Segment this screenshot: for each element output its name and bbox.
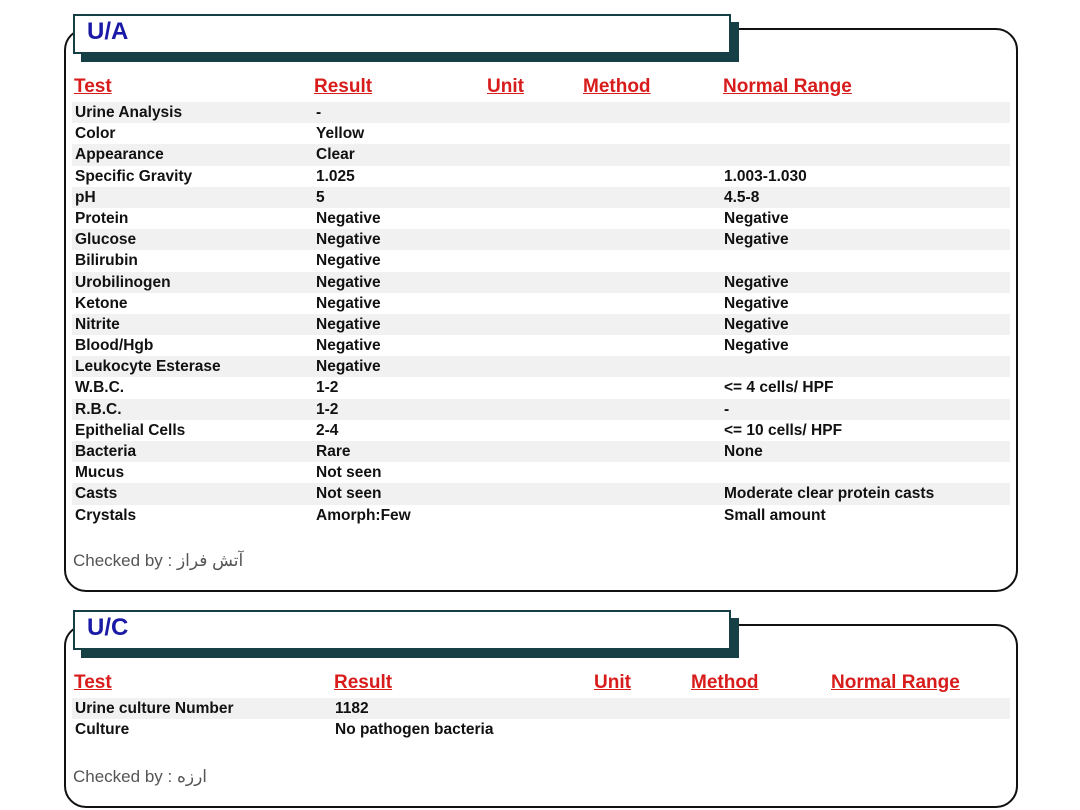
cell-test: Bilirubin [75, 252, 138, 270]
cell-result: - [316, 104, 322, 121]
table-row [72, 356, 1010, 377]
ua-title-tab [73, 14, 731, 54]
cell-normal-range: Negative [724, 315, 789, 333]
cell-result: Negative [316, 358, 381, 376]
ua-section-title: U/A [87, 18, 129, 45]
table-row [72, 208, 1010, 229]
cell-test: Urine Analysis [75, 104, 183, 121]
table-row [72, 719, 1010, 740]
cell-result: Negative [316, 337, 381, 355]
cell-result: Rare [316, 443, 351, 460]
table-row [72, 250, 1010, 271]
uc-header-normal-range: Normal Range [831, 672, 960, 693]
table-row [72, 314, 1010, 335]
uc-checked-by: Checked by : ارزه [73, 767, 208, 786]
cell-test: Bacteria [75, 443, 137, 460]
table-row [72, 698, 1010, 719]
cell-test: Casts [75, 485, 118, 503]
cell-test: Urobilinogen [75, 273, 171, 291]
cell-test: Color [75, 125, 116, 143]
table-row [72, 441, 1010, 462]
cell-normal-range: <= 10 cells/ HPF [724, 421, 843, 439]
uc-section-title: U/C [87, 614, 129, 641]
cell-result: 2-4 [316, 421, 339, 439]
uc-header-unit: Unit [594, 672, 631, 693]
ua-header-result: Result [314, 76, 373, 97]
ua-header-test: Test [74, 76, 112, 97]
cell-result: No pathogen bacteria [335, 721, 494, 739]
table-row [72, 335, 1010, 356]
cell-result: Yellow [316, 125, 365, 143]
cell-normal-range: - [724, 400, 730, 418]
table-row [72, 123, 1010, 144]
cell-test: Blood/Hgb [75, 337, 154, 355]
table-row [72, 420, 1010, 441]
table-row [72, 377, 1010, 398]
cell-result: Clear [316, 146, 355, 164]
cell-result: Amorph:Few [316, 506, 411, 524]
cell-test: Appearance [75, 146, 164, 164]
cell-normal-range: Negative [724, 231, 789, 249]
uc-header-result: Result [334, 672, 393, 693]
cell-result: 1-2 [316, 379, 339, 397]
cell-normal-range: Negative [724, 273, 789, 291]
cell-normal-range: Negative [724, 209, 789, 227]
cell-result: 5 [316, 188, 325, 206]
uc-results-table [72, 698, 1010, 740]
cell-test: Protein [75, 209, 129, 227]
cell-normal-range: 4.5-8 [724, 188, 760, 206]
cell-test: Nitrite [75, 315, 120, 333]
cell-normal-range: <= 4 cells/ HPF [724, 379, 834, 397]
cell-test: Leukocyte Esterase [75, 358, 221, 376]
cell-result: Not seen [316, 464, 382, 482]
table-row [72, 187, 1010, 208]
cell-test: Urine culture Number [75, 700, 234, 717]
table-row [72, 272, 1010, 293]
ua-header-method: Method [583, 76, 651, 97]
cell-result: 1-2 [316, 400, 339, 418]
cell-test: Culture [75, 721, 130, 739]
ua-results-table [72, 102, 1010, 526]
cell-normal-range: Moderate clear protein casts [724, 485, 935, 503]
cell-test: Specific Gravity [75, 167, 193, 185]
cell-test: Epithelial Cells [75, 421, 186, 439]
table-row [72, 293, 1010, 314]
table-row [72, 102, 1010, 123]
cell-normal-range: Negative [724, 294, 789, 312]
cell-result: Negative [316, 231, 381, 249]
cell-result: 1.025 [316, 167, 355, 185]
cell-result: Negative [316, 315, 381, 333]
table-row [72, 483, 1010, 504]
cell-test: Mucus [75, 464, 125, 482]
uc-title-tab [73, 610, 731, 650]
ua-header-normal-range: Normal Range [723, 76, 852, 97]
table-row [72, 399, 1010, 420]
cell-normal-range: Negative [724, 337, 789, 355]
cell-result: 1182 [335, 700, 369, 717]
cell-result: Negative [316, 252, 381, 270]
cell-normal-range: None [724, 443, 763, 460]
cell-test: W.B.C. [75, 379, 125, 397]
cell-test: R.B.C. [75, 400, 122, 418]
table-row [72, 166, 1010, 187]
ua-checked-by: Checked by : آتش فراز [73, 551, 244, 570]
cell-test: Crystals [75, 506, 137, 524]
table-row [72, 229, 1010, 250]
uc-header-method: Method [691, 672, 759, 693]
ua-header-unit: Unit [487, 76, 524, 97]
cell-test: Glucose [75, 231, 137, 249]
cell-result: Negative [316, 273, 381, 291]
cell-result: Negative [316, 294, 381, 312]
uc-header-test: Test [74, 672, 112, 693]
cell-normal-range: 1.003-1.030 [724, 167, 807, 185]
cell-test: Ketone [75, 294, 128, 312]
cell-result: Not seen [316, 485, 382, 503]
cell-test: pH [75, 188, 96, 206]
table-row [72, 144, 1010, 165]
cell-normal-range: Small amount [724, 506, 826, 524]
table-row [72, 462, 1010, 483]
cell-result: Negative [316, 209, 381, 227]
table-row [72, 505, 1010, 526]
